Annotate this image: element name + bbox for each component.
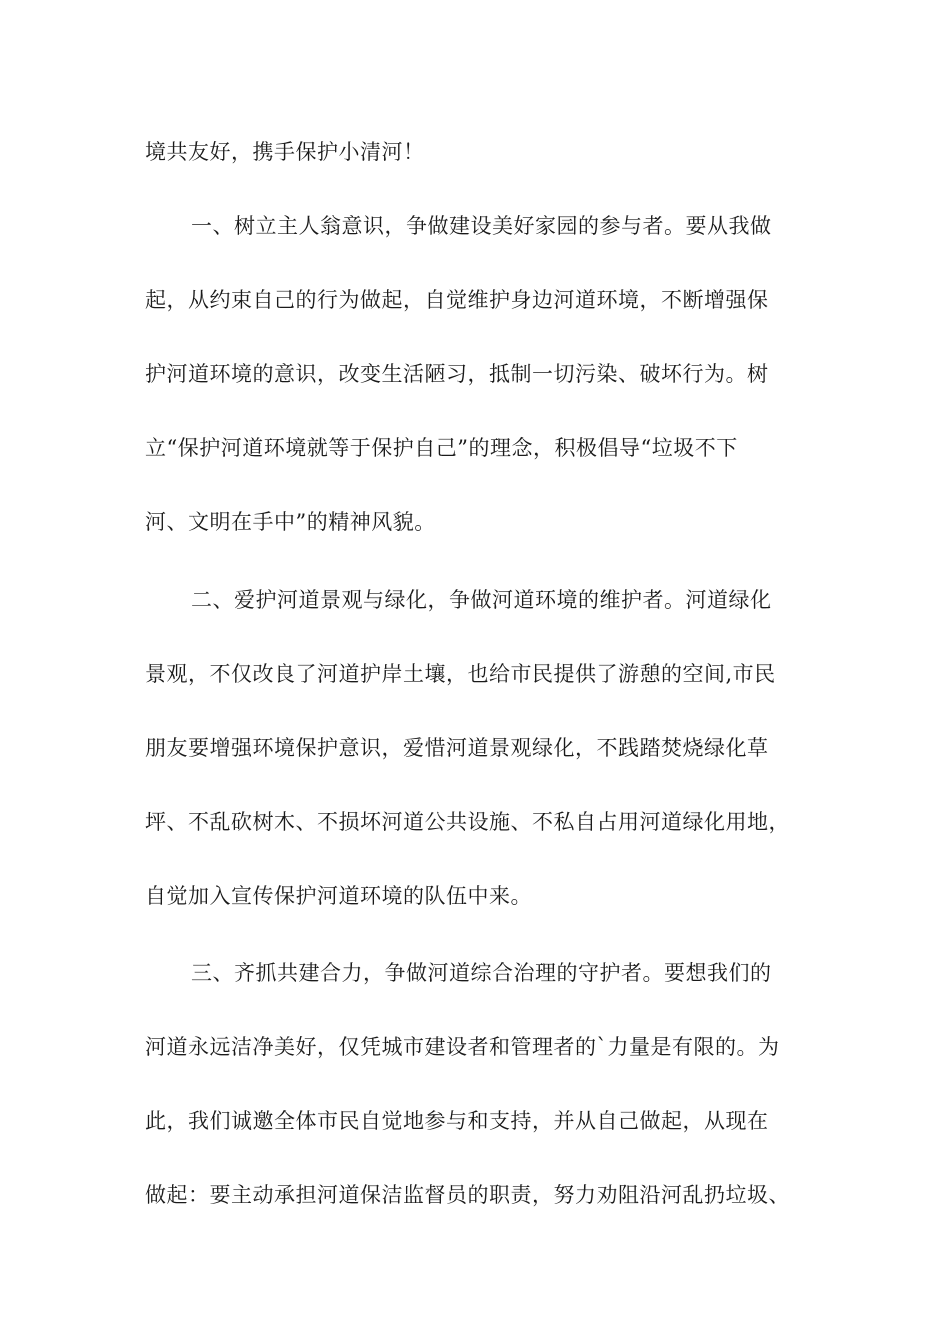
text-line: 河道永远洁净美好，仅凭城市建设者和管理者的`力量是有限的。为	[145, 1035, 780, 1059]
paragraph-3-start: 三、齐抓共建合力，争做河道综合治理的守护者。要想我们的	[191, 961, 772, 985]
text-line: 做起：要主动承担河道保洁监督员的职责，努力劝阻沿河乱扔垃圾、	[145, 1183, 790, 1207]
text-line: 河、文明在手中”的精神风貌。	[145, 510, 436, 534]
paragraph-1-start: 一、树立主人翁意识，争做建设美好家园的参与者。要从我做	[191, 214, 772, 238]
text-line: 自觉加入宣传保护河道环境的队伍中来。	[145, 884, 532, 908]
text-line: 此，我们诚邀全体市民自觉地参与和支持，并从自己做起，从现在	[145, 1109, 769, 1133]
text-line: 境共友好，携手保护小清河！	[145, 140, 425, 164]
text-line: 起，从约束自己的行为做起，自觉维护身边河道环境，不断增强保	[145, 288, 769, 312]
text-line: 坪、不乱砍树木、不损坏河道公共设施、不私自占用河道绿化用地，	[145, 810, 790, 834]
text-line: 立“保护河道环境就等于保护自己”的理念，积极倡导“垃圾不下	[145, 436, 738, 460]
paragraph-2-start: 二、爱护河道景观与绿化，争做河道环境的维护者。河道绿化	[191, 588, 772, 612]
text-line: 景观，不仅改良了河道护岸土壤，也给市民提供了游憩的空间,市民	[145, 662, 776, 686]
text-line: 护河道环境的意识，改变生活陋习，抵制一切污染、破坏行为。树	[145, 362, 769, 386]
text-line: 朋友要增强环境保护意识，爱惜河道景观绿化，不践踏焚烧绿化草	[145, 736, 769, 760]
